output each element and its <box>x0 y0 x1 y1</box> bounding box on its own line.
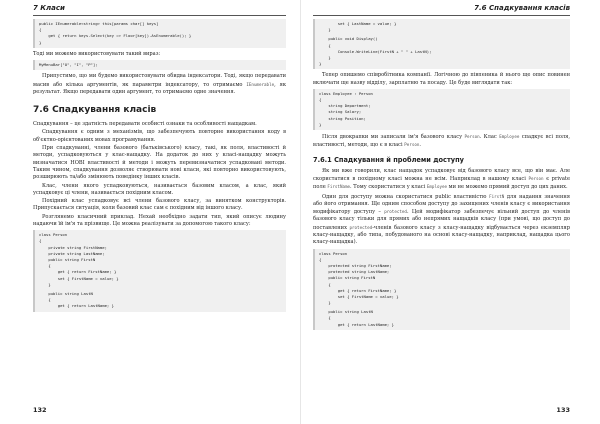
code-line: { <box>39 238 42 244</box>
code-line: } <box>319 121 322 127</box>
code-line: set { LastName = value; } <box>319 21 397 26</box>
paragraph: Спадкування – це здатність передавати особисті ознаки та особливості нащадкам. <box>33 121 257 128</box>
code-line: } <box>319 300 331 306</box>
paragraph: Припустимо, що ми будемо використовувати обидва індексатори. Тоді, якщо передавати масив або кілька аргументів, як параметри індексатору, то отримаємо IEnumerable, як результат. Якщо передавати один аргумент, то отримаємо одне значення. <box>33 73 287 95</box>
inline-code: IEnumerable <box>246 81 275 87</box>
code-line: Console.WriteLine(FirstN + " " + LastN); <box>319 48 432 54</box>
paragraph: Тоді ми можемо використовувати такий вираз: <box>33 50 161 57</box>
code-line: private string FirstName; <box>39 244 107 250</box>
code-line: public string FirstN <box>319 275 376 281</box>
paragraph: Похідний клас успадковує всі члени базового класу, за винятком конструкторів. Припускається ситуація, коли базовий клас сам є похідним від іншого класу. <box>33 198 286 212</box>
code-line: protected string LastName; <box>319 269 390 275</box>
inline-code: protected <box>349 224 373 230</box>
inline-code: Employee <box>426 184 448 190</box>
inline-code: Person <box>404 142 420 148</box>
code-line: get { return LastName; } <box>39 303 114 309</box>
right-page <box>300 0 600 424</box>
code-line: get { return FirstName; } <box>319 287 397 293</box>
code-line: } <box>39 39 42 45</box>
paragraph: Після двокрапки ми записали ім'я базового класу Person. Клас Employee спадкує всі поля, властивості, методи, що є в класі Person. <box>313 134 570 149</box>
paragraph: При спадкуванні, члени базового (батьківського) класу, такі, як поля, властивості й методи, успадковуються у клас-нащадку. На додаток до них у класі-нащадку можуть визначатися НОВІ властивості й методи і можуть перевизначатися успадковані методи. Таким чином, спадкування дозволяє створювати нові класи, які повторно використовують, розширюють та/або змінюють поведінку інших класів. <box>33 145 286 181</box>
code-line: public string FirstN <box>39 257 96 263</box>
right-running-head: 7.6 Спадкування класів <box>313 4 570 16</box>
code-line: } <box>319 27 331 33</box>
code-block <box>313 19 570 69</box>
paragraph: Як ми вже говорили, клас нащадок успадковує від базового класу все, що він має. Але скористатися в похідному класі можна не всім. Наприклад в нашому класі Person є private поле FirstName. Тому скористатися у класі Employee ми не можемо прямий доступ до цих даних. <box>313 167 570 191</box>
code-line: { <box>319 256 322 262</box>
code-line: public IEnumerable<string> this[params char[] keys] <box>39 21 159 26</box>
code-line: public string LastN <box>319 309 373 315</box>
inline-code: Person <box>464 134 480 140</box>
code-line: } <box>319 54 331 60</box>
code-line: string Position; <box>319 115 366 121</box>
code-line: public string LastN <box>39 290 93 296</box>
code-line: class Person <box>319 250 348 256</box>
subsection-title: 7.6.1 Спадкування й проблеми доступу <box>313 155 464 164</box>
left-page-content <box>33 19 286 312</box>
code-line: class Employee : Person <box>319 90 373 96</box>
code-line: { <box>319 97 322 103</box>
code-line: { <box>319 42 331 48</box>
code-line: { <box>319 315 331 321</box>
code-line: public void Display() <box>319 36 378 42</box>
code-line: set { FirstName = value; } <box>319 293 399 299</box>
code-line: } <box>39 281 51 287</box>
code-line: string Department; <box>319 103 371 109</box>
code-line: } <box>319 61 322 67</box>
code-line: get { return FirstName; } <box>39 269 117 275</box>
code-line: { <box>39 27 42 33</box>
left-running-head: 7 Класи <box>33 4 286 16</box>
inline-code: FirstN <box>489 193 505 199</box>
paragraph: Тепер опишемо співробітника компанії. Логічною до півпеника й нього ще опис повинен включати ще назву відділу, зарплатню та посаду. Це буде виглядати так: <box>313 72 570 86</box>
code-block <box>313 249 570 330</box>
code-block <box>33 19 286 48</box>
code-block <box>313 89 570 130</box>
paragraph: Один для доступу можна скористатися public властивістю FirstN для надання значення або його отримання. Ще одним способом доступу до захищених членів класу є використання модифікатору доступу – protected. Цей модифікатор забезпечує вільний доступ до членів базового класу тільки для прямих або непрямих нащадків класу (при умові, що доступ до поставлених protected-членів базового класу з класу-нащадку відбувається через екземпляр класу-нащадку, або типа, побудованого на основі класу-нащадку, наприклад, нащадка цього класу-нащадка). <box>313 193 570 246</box>
code-line: get { return LastName; } <box>319 321 394 327</box>
code-line: get { return keys.Select(key => Floor[key]).AsEnumerable(); } <box>39 33 192 39</box>
code-line: private string LastName; <box>39 250 105 256</box>
code-line: MyMenuBar["O", "I", "P"]; <box>39 62 98 68</box>
code-line: string Salary; <box>319 109 362 115</box>
page-number: 133 <box>556 406 570 414</box>
code-line: class Person <box>39 232 68 238</box>
code-block <box>33 230 286 311</box>
paragraph: Спадкування є одним з механізмів, що забезпечують повторне використання коду в об'єктно-орієнтованих мовах програмування. <box>33 129 286 143</box>
code-block <box>33 60 286 70</box>
code-line: { <box>319 281 331 287</box>
right-page-content <box>313 19 570 330</box>
inline-code: Employee <box>499 134 520 140</box>
code-line: set { FirstName = value; } <box>39 275 119 281</box>
code-line: protected string FirstName; <box>319 262 392 268</box>
section-title: 7.6 Спадкування класів <box>33 105 157 116</box>
inline-code: Person <box>528 175 544 181</box>
inline-code: protected <box>384 209 407 215</box>
code-line: { <box>39 263 51 269</box>
inline-code: FirstName <box>327 184 351 190</box>
code-line: { <box>39 297 51 303</box>
page-number: 132 <box>33 406 47 414</box>
paragraph: Клас, члени якого успадковуються, називається базовим класом, а клас, який успадковує ці члени, називається похідним класом. <box>33 182 286 196</box>
paragraph: Розглянемо класичний приклад. Нехай необхідно задати тип, який описує людину надаючи їй ім'я та прізвище. Це можна реалізувати за допомогою такого класу: <box>33 213 286 227</box>
